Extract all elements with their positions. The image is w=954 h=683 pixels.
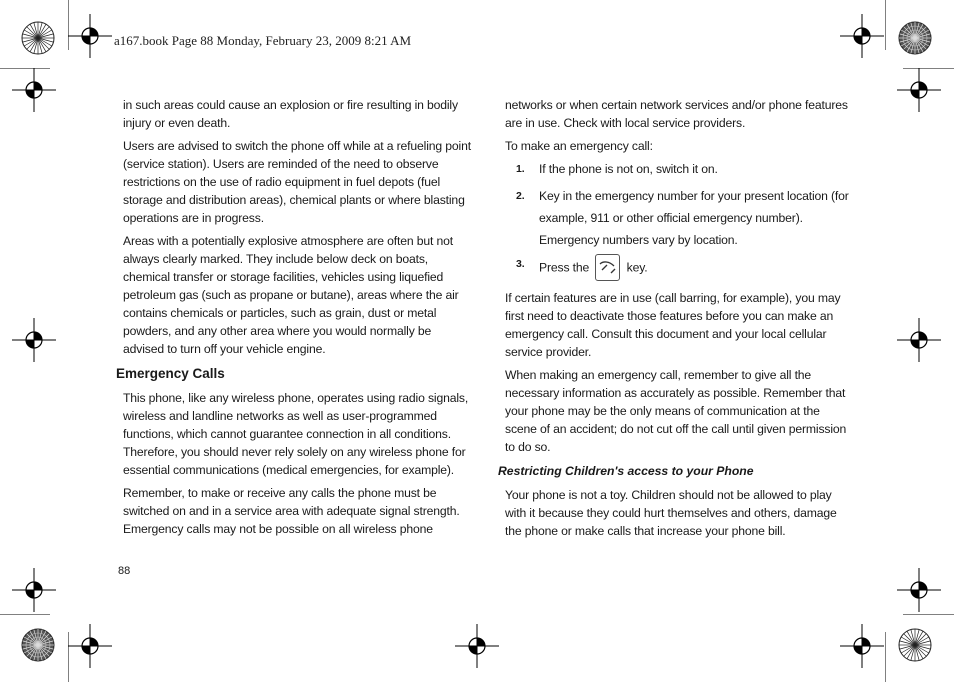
- crop-mark-icon: [0, 614, 51, 615]
- crop-mark-icon: [885, 0, 886, 51]
- crop-mark-icon: [0, 68, 51, 69]
- right-column: [498, 96, 853, 545]
- step-number: 1.: [516, 163, 525, 175]
- crop-mark-icon: [885, 632, 886, 683]
- book-header: a167.book Page 88 Monday, February 23, 2009 8:21 AM: [114, 33, 412, 48]
- step-number: 3.: [516, 258, 525, 270]
- paragraph: Users are advised to switch the phone off while at a refueling point (service station). Users are reminded of the need to observe restrictions on the use of radio equipment in fuel depots (fuel storage and distribution areas), chemical plants or where blasting operations are in progress.: [123, 139, 471, 225]
- crop-mark-icon: [68, 632, 69, 683]
- step-text: Key in the emergency number for your present location (for example, 911 or other official emergency number). Emergency numbers vary by location.: [539, 189, 849, 247]
- registration-mark-icon: [897, 318, 941, 362]
- step-text: Press the: [539, 260, 590, 275]
- registration-mark-icon: [12, 318, 56, 362]
- registration-mark-icon: [840, 624, 884, 668]
- crop-mark-icon: [68, 0, 69, 51]
- paragraph: Areas with a potentially explosive atmosphere are often but not always clearly marked. They include below deck on boats, chemical transfer or storage facilities, vehicles using liquefied petroleum gas (such as propane or butane), areas where the air contains chemicals or particles, such as grain, dust or metal powders, and any other area where you would normally be advised to turn off your vehicle engine.: [123, 234, 459, 356]
- paragraph: Remember, to make or receive any calls the phone must be switched on and in a service area with adequate signal strength. Emergency calls may not be possible on all wireless phone: [123, 486, 460, 536]
- registration-mark-icon: [12, 68, 56, 112]
- paragraph: If certain features are in use (call barring, for example), you may first need to deactivate those features before you can make an emergency call. Consult this document and your local cellular service provider.: [505, 291, 841, 359]
- step-text: If the phone is not on, switch it on.: [539, 162, 718, 176]
- paragraph: in such areas could cause an explosion or fire resulting in bodily injury or even death.: [123, 98, 458, 130]
- color-wheel-icon: [898, 21, 932, 55]
- color-wheel-icon: [21, 628, 55, 662]
- paragraph: To make an emergency call:: [505, 139, 653, 153]
- section-subheading: Restricting Children's access to your Phone: [498, 464, 754, 478]
- registration-mark-icon: [897, 68, 941, 112]
- section-heading: Emergency Calls: [116, 366, 225, 381]
- step-number: 2.: [516, 190, 525, 202]
- steps-list: [505, 160, 853, 282]
- color-wheel-icon: [898, 628, 932, 662]
- step-text: key.: [626, 260, 648, 275]
- paragraph: When making an emergency call, remember to give all the necessary information as accurately as possible. Remember that your phone may be the only means of communication at the scene of an accident; do not cut off the call until given permission to do so.: [505, 368, 847, 454]
- step-item: [505, 255, 853, 282]
- crop-mark-icon: [903, 68, 954, 69]
- page-number: 88: [118, 565, 131, 577]
- registration-mark-icon: [897, 568, 941, 612]
- paragraph: This phone, like any wireless phone, operates using radio signals, wireless and landline networks as well as user-programmed functions, which cannot guarantee connection in all conditions. Therefore, you should never rely solely on any wireless phone for essential communications (medical emergencies, for example).: [123, 391, 469, 477]
- step-item: [505, 160, 853, 178]
- paragraph: networks or when certain network services and/or phone features are in use. Check with local service providers.: [505, 98, 848, 130]
- registration-mark-icon: [840, 14, 884, 58]
- send-key-icon: [595, 254, 620, 281]
- color-wheel-icon: [21, 21, 55, 55]
- registration-mark-icon: [68, 624, 112, 668]
- registration-mark-icon: [68, 14, 112, 58]
- paragraph: Your phone is not a toy. Children should not be allowed to play with it because they could hurt themselves and others, damage the phone or make calls that increase your phone bill.: [505, 488, 837, 538]
- crop-mark-icon: [903, 614, 954, 615]
- registration-mark-icon: [455, 624, 499, 668]
- registration-mark-icon: [12, 568, 56, 612]
- left-column: [116, 96, 471, 543]
- step-item: [505, 185, 853, 251]
